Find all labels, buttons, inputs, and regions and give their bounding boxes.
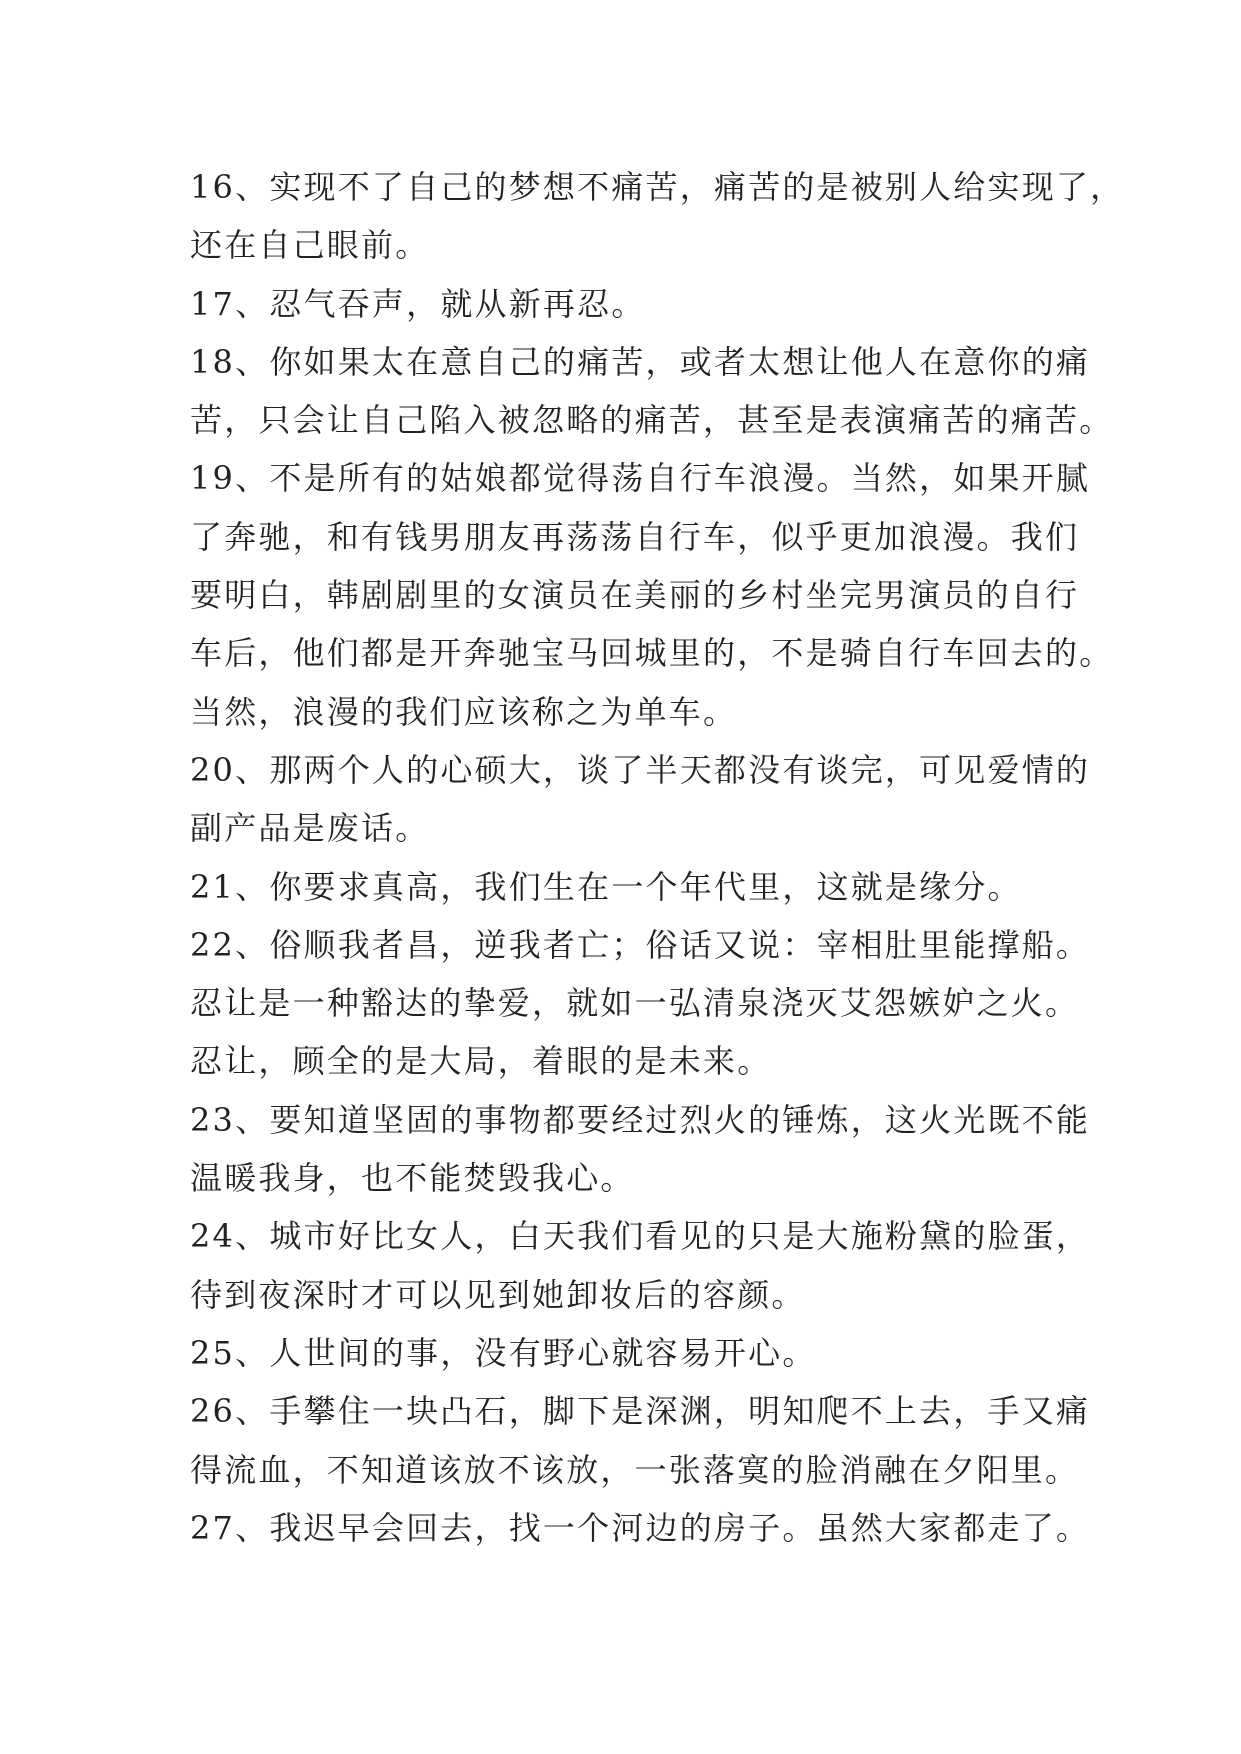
text-line: 22、俗顺我者昌，逆我者亡；俗话又说：宰相肚里能撑船。 — [190, 925, 1091, 964]
text-line: 副产品是废话。 — [190, 809, 430, 848]
text-line: 16、实现不了自己的梦想不痛苦，痛苦的是被别人给实现了， — [190, 168, 1125, 206]
text-line: 26、手攀住一块凸石，脚下是深渊，明知爬不上去，手又痛 — [190, 1392, 1091, 1431]
text-line: 27、我迟早会回去，找一个河边的房子。虽然大家都走了。 — [190, 1508, 1091, 1547]
text-line: 19、不是所有的姑娘都觉得荡自行车浪漫。当然，如果开腻 — [190, 459, 1091, 498]
text-line: 苦，只会让自己陷入被忽略的痛苦，甚至是表演痛苦的痛苦。 — [190, 401, 1114, 440]
text-line: 20、那两个人的心硕大，谈了半天都没有谈完，可见爱情的 — [190, 750, 1091, 789]
text-line: 了奔驰，和有钱男朋友再荡荡自行车，似乎更加浪漫。我们 — [190, 517, 1080, 556]
text-line: 当然，浪漫的我们应该称之为单车。 — [190, 692, 738, 731]
text-line: 忍让是一种豁达的挚爱，就如一弘清泉浇灭艾怨嫉妒之火。 — [190, 984, 1080, 1023]
text-line: 温暖我身，也不能焚毁我心。 — [190, 1159, 635, 1198]
text-line: 24、城市好比女人，白天我们看见的只是大施粉黛的脸蛋， — [190, 1217, 1091, 1256]
text-line: 还在自己眼前。 — [190, 226, 430, 265]
text-line: 车后，他们都是开奔驰宝马回城里的，不是骑自行车回去的。 — [190, 634, 1114, 673]
text-line: 18、你如果太在意自己的痛苦，或者太想让他人在意你的痛 — [190, 342, 1091, 381]
document-body — [190, 158, 1125, 1557]
text-line: 25、人世间的事，没有野心就容易开心。 — [190, 1333, 817, 1372]
text-line: 23、要知道坚固的事物都要经过烈火的锤炼，这火光既不能 — [190, 1100, 1091, 1139]
text-line: 要明白，韩剧剧里的女演员在美丽的乡村坐完男演员的自行 — [190, 576, 1080, 615]
text-line: 待到夜深时才可以见到她卸妆后的容颜。 — [190, 1275, 806, 1314]
text-line: 忍让，顾全的是大局，着眼的是未来。 — [190, 1042, 772, 1081]
text-line: 21、你要求真高，我们生在一个年代里，这就是缘分。 — [190, 867, 1022, 906]
text-line: 得流血，不知道该放不该放，一张落寞的脸消融在夕阳里。 — [190, 1450, 1080, 1489]
text-line: 17、忍气吞声，就从新再忍。 — [190, 284, 646, 323]
